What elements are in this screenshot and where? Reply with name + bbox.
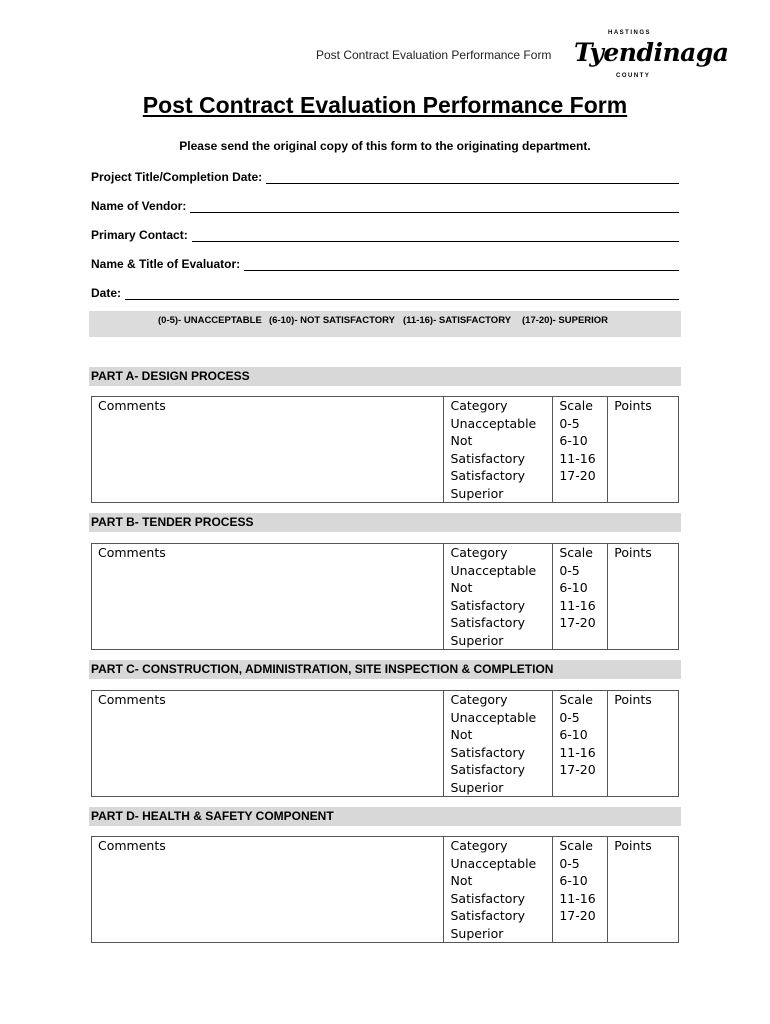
points-cell[interactable]: [608, 544, 679, 650]
category-item: Satisfactory: [450, 908, 525, 923]
category-item: Satisfactory: [450, 762, 525, 777]
part-b-table: [91, 543, 679, 650]
scale-item: 6-10: [559, 580, 588, 595]
scale-legend-item: (11-16)- SATISFACTORY: [403, 315, 512, 326]
category-item: Superior: [450, 632, 504, 648]
county-logo: [574, 30, 729, 82]
scale-item: 6-10: [559, 727, 588, 742]
scale-cell: [553, 691, 608, 797]
category-item: Unacceptable: [450, 709, 537, 725]
comments-header: Comments: [98, 398, 166, 413]
category-cell: [444, 691, 553, 797]
field-date: [91, 284, 679, 300]
scale-item: 11-16: [559, 890, 596, 906]
category-header: Category: [450, 838, 508, 853]
scale-item: 11-16: [559, 597, 596, 613]
scale-item: 17-20: [559, 615, 596, 630]
comments-header: Comments: [98, 838, 166, 853]
vendor-name-input-line[interactable]: [190, 200, 679, 213]
field-vendor-name: [91, 197, 679, 213]
part-title: PART D- HEALTH & SAFETY COMPONENT: [91, 809, 334, 823]
field-label: Date:: [91, 286, 122, 300]
part-d-table: [91, 836, 679, 943]
points-cell[interactable]: [608, 837, 679, 943]
evaluator-input-line[interactable]: [244, 258, 679, 271]
category-item: Superior: [450, 779, 504, 795]
part-b-header: [89, 513, 681, 532]
field-project-title: [91, 168, 679, 184]
scale-header: Scale: [559, 545, 593, 560]
field-primary-contact: [91, 226, 679, 242]
part-title: PART A- DESIGN PROCESS: [91, 369, 250, 383]
page-title: Post Contract Evaluation Performance Form: [142, 92, 628, 118]
points-header: Points: [614, 692, 652, 707]
scale-item: 17-20: [559, 468, 596, 483]
scale-header: Scale: [559, 838, 593, 853]
category-item: Unacceptable: [450, 562, 537, 578]
part-c-table: [91, 690, 679, 797]
part-a-table: [91, 396, 679, 503]
comments-header: Comments: [98, 545, 166, 560]
scale-header: Scale: [559, 398, 593, 413]
category-item: Unacceptable: [450, 855, 537, 871]
scale-item: 11-16: [559, 744, 596, 760]
scale-cell: [553, 544, 608, 650]
part-c-header: [89, 660, 681, 679]
date-input-line[interactable]: [125, 287, 679, 300]
points-header: Points: [614, 398, 652, 413]
category-item: Unacceptable: [450, 415, 537, 431]
page-subtitle: Please send the original copy of this form to the originating department.: [179, 139, 591, 153]
field-label: Name & Title of Evaluator:: [91, 257, 241, 271]
category-header: Category: [450, 398, 508, 413]
primary-contact-input-line[interactable]: [192, 229, 679, 242]
category-cell: [444, 544, 553, 650]
header-form-name: Post Contract Evaluation Performance Form: [316, 48, 552, 62]
part-title: PART B- TENDER PROCESS: [91, 515, 254, 529]
category-cell: [444, 837, 553, 943]
scale-item: 0-5: [559, 855, 580, 871]
comments-cell[interactable]: [92, 544, 444, 650]
scale-item: 11-16: [559, 450, 596, 466]
field-evaluator: [91, 255, 679, 271]
scale-item: 0-5: [559, 415, 580, 431]
points-header: Points: [614, 838, 652, 853]
comments-cell[interactable]: [92, 837, 444, 943]
scale-legend-item: (0-5)- UNACCEPTABLE: [158, 315, 262, 326]
category-cell: [444, 397, 553, 503]
scale-header: Scale: [559, 692, 593, 707]
logo-bottom-text: COUNTY: [616, 73, 651, 79]
category-header: Category: [450, 692, 508, 707]
category-item: Not Satisfactory: [450, 727, 525, 760]
project-title-input-line[interactable]: [266, 171, 679, 184]
scale-legend-item: (17-20)- SUPERIOR: [522, 315, 609, 326]
field-label: Project Title/Completion Date:: [91, 170, 263, 184]
category-item: Not Satisfactory: [450, 580, 525, 613]
logo-top-text: HASTINGS: [608, 30, 652, 36]
category-item: Superior: [450, 925, 504, 941]
scale-item: 17-20: [559, 908, 596, 923]
scale-legend: [89, 311, 681, 337]
category-header: Category: [450, 545, 508, 560]
scale-cell: [553, 397, 608, 503]
scale-cell: [553, 837, 608, 943]
scale-item: 6-10: [559, 873, 588, 888]
part-d-header: [89, 807, 681, 826]
category-item: Satisfactory: [450, 468, 525, 483]
category-item: Superior: [450, 485, 504, 501]
category-item: Not Satisfactory: [450, 433, 525, 466]
comments-cell[interactable]: [92, 691, 444, 797]
part-title: PART C- CONSTRUCTION, ADMINISTRATION, SITE INSPECTION & COMPLETION: [91, 662, 554, 676]
comments-header: Comments: [98, 692, 166, 707]
part-a-header: [89, 367, 681, 386]
category-item: Not Satisfactory: [450, 873, 525, 906]
scale-legend-item: (6-10)- NOT SATISFACTORY: [269, 315, 395, 326]
category-item: Satisfactory: [450, 615, 525, 630]
scale-item: 6-10: [559, 433, 588, 448]
scale-item: 0-5: [559, 709, 580, 725]
scale-item: 0-5: [559, 562, 580, 578]
logo-script-text: Tyendinaga: [574, 38, 729, 67]
points-cell[interactable]: [608, 691, 679, 797]
scale-item: 17-20: [559, 762, 596, 777]
points-cell[interactable]: [608, 397, 679, 503]
field-label: Name of Vendor:: [91, 199, 187, 213]
field-label: Primary Contact:: [91, 228, 188, 242]
points-header: Points: [614, 545, 652, 560]
comments-cell[interactable]: [92, 397, 444, 503]
